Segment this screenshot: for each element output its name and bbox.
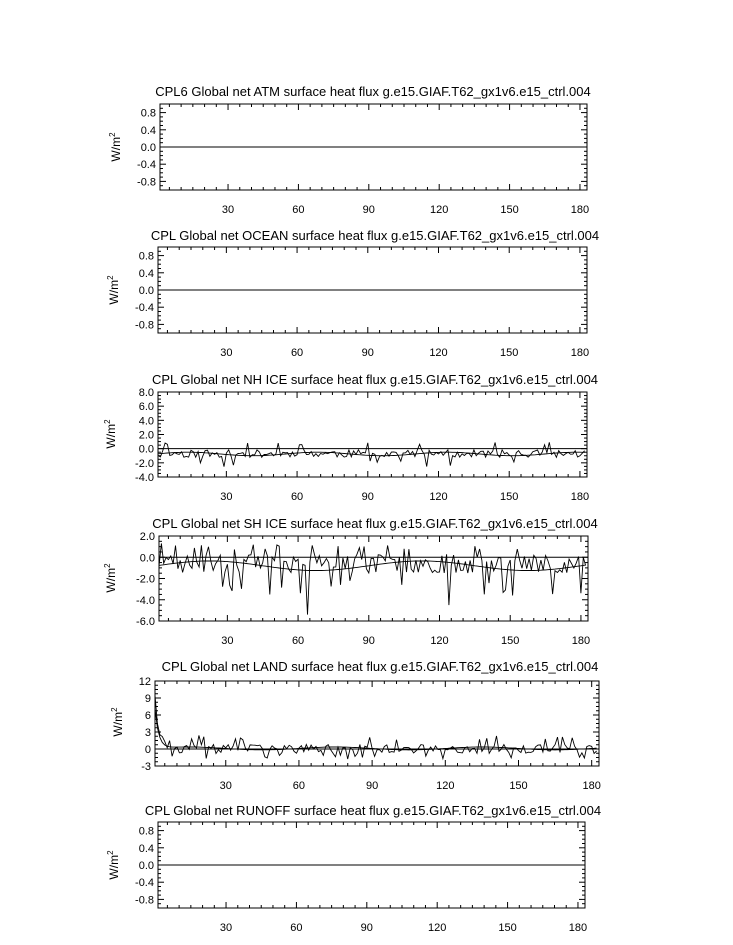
x-tick-label: 90 — [360, 922, 373, 934]
x-tick-label: 180 — [570, 491, 590, 503]
x-tick-label: 150 — [500, 347, 519, 359]
y-axis-label-sup: 2 — [106, 850, 115, 855]
y-axis-label-sup: 2 — [108, 132, 117, 137]
x-tick-label: 90 — [361, 491, 374, 503]
x-tick-label: 180 — [570, 347, 590, 359]
x-tick-label: 30 — [221, 635, 234, 647]
y-tick-label: -0.8 — [135, 894, 154, 907]
panel-title: CPL Global net SH ICE surface heat flux g.e15.GIAF.T62_gx1v6.e15_ctrl.004 — [152, 516, 598, 531]
x-tick-label: 90 — [362, 635, 375, 647]
x-tick-label: 150 — [500, 491, 519, 503]
x-tick-label: 150 — [509, 780, 528, 792]
x-tick-label: 90 — [361, 347, 374, 359]
y-tick-label: -2.0 — [135, 457, 154, 470]
x-tick-label: 30 — [220, 491, 233, 503]
x-tick-label: 60 — [290, 922, 303, 934]
y-tick-label: 2.0 — [138, 429, 154, 442]
x-tick-label: 30 — [219, 780, 232, 792]
x-tick-label: 120 — [430, 635, 449, 647]
y-axis-label-base: W/m — [111, 711, 125, 737]
y-tick-label: 0.0 — [140, 142, 156, 154]
y-tick-label: 8.0 — [138, 387, 154, 399]
y-tick-label: -6.0 — [136, 616, 155, 628]
y-tick-label: 0.4 — [140, 124, 156, 137]
y-tick-label: -4.0 — [135, 472, 154, 484]
y-tick-label: 0.0 — [139, 552, 155, 565]
panel-title: CPL6 Global net ATM surface heat flux g.e15.GIAF.T62_gx1v6.e15_ctrl.004 — [155, 84, 591, 99]
x-tick-label: 60 — [291, 635, 305, 647]
y-tick-label: 0.0 — [138, 285, 154, 297]
y-tick-label: 0.4 — [138, 267, 154, 280]
y-axis-label-base: W/m — [107, 854, 121, 880]
x-tick-label: 30 — [221, 204, 235, 216]
y-axis-label-base: W/m — [104, 567, 118, 593]
panel-title: CPL Global net NH ICE surface heat flux g.e15.GIAF.T62_gx1v6.e15_ctrl.004 — [151, 372, 599, 387]
y-tick-label: -3 — [141, 761, 151, 773]
y-axis-label-base: W/m — [104, 423, 118, 449]
y-tick-label: 6.0 — [138, 401, 154, 414]
x-tick-label: 180 — [570, 204, 590, 216]
y-axis-label-sup: 2 — [106, 275, 115, 280]
y-axis-label-sup: 2 — [103, 419, 112, 424]
y-axis-label-base: W/m — [107, 279, 121, 305]
y-tick-label: 6 — [144, 710, 151, 722]
x-tick-label: 30 — [220, 347, 233, 359]
x-tick-label: 150 — [501, 635, 520, 647]
y-axis-label-sup: 2 — [103, 563, 112, 568]
x-tick-label: 60 — [290, 347, 304, 359]
y-tick-label: 0.0 — [138, 860, 154, 872]
x-tick-label: 120 — [428, 922, 447, 934]
y-tick-label: 3 — [144, 727, 151, 739]
y-tick-label: -0.4 — [137, 159, 156, 172]
y-tick-label: -0.8 — [137, 176, 156, 189]
y-tick-label: 0 — [144, 744, 151, 756]
y-tick-label: 4.0 — [138, 415, 154, 428]
panel-title: CPL Global net RUNOFF surface heat flux g.e15.GIAF.T62_gx1v6.e15_ctrl.004 — [144, 803, 602, 818]
x-tick-label: 90 — [362, 204, 375, 216]
y-tick-label: -4.0 — [136, 594, 155, 607]
y-tick-label: -2.0 — [136, 573, 155, 586]
y-tick-label: -0.8 — [135, 319, 154, 332]
panel-title: CPL Global net OCEAN surface heat flux g.e15.GIAF.T62_gx1v6.e15_ctrl.004 — [150, 228, 600, 243]
y-tick-label: -0.4 — [135, 877, 154, 890]
y-tick-label: 0.8 — [140, 107, 156, 120]
panel-title: CPL Global net LAND surface heat flux g.e15.GIAF.T62_gx1v6.e15_ctrl.004 — [161, 659, 599, 674]
x-tick-label: 150 — [498, 922, 517, 934]
y-tick-label: 0.8 — [138, 825, 154, 838]
y-axis-label-base: W/m — [109, 136, 123, 162]
x-tick-label: 120 — [436, 780, 455, 792]
y-tick-label: 0.0 — [138, 443, 154, 456]
x-tick-label: 60 — [292, 204, 305, 216]
x-tick-label: 180 — [582, 780, 601, 792]
x-tick-label: 120 — [430, 204, 449, 216]
y-axis-label-sup: 2 — [110, 707, 119, 712]
y-tick-label: 0.4 — [138, 842, 154, 855]
y-tick-label: -0.4 — [135, 302, 154, 315]
x-tick-label: 120 — [429, 491, 448, 503]
x-tick-label: 30 — [219, 922, 233, 934]
y-tick-label: 0.8 — [138, 250, 154, 263]
x-tick-label: 180 — [568, 922, 588, 934]
x-tick-label: 60 — [290, 491, 304, 503]
y-tick-label: 9 — [144, 693, 151, 705]
x-tick-label: 150 — [500, 204, 519, 216]
x-tick-label: 90 — [365, 780, 379, 792]
x-tick-label: 60 — [292, 780, 306, 792]
x-tick-label: 120 — [429, 347, 448, 359]
y-tick-label: 2.0 — [139, 531, 155, 543]
y-tick-label: 12 — [138, 676, 151, 688]
x-tick-label: 180 — [571, 635, 591, 647]
